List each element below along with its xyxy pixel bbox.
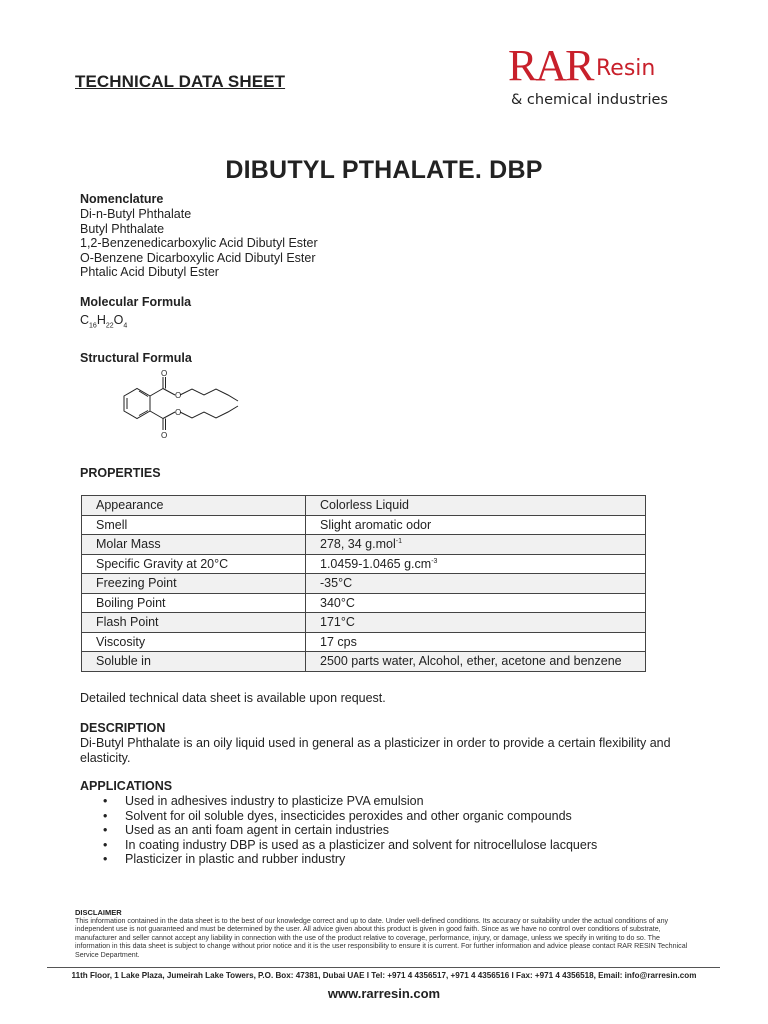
molecular-formula: $C_{16}H_{22}O_4$ [80, 313, 128, 330]
page-title: DIBUTYL PTHALATE. DBP [225, 156, 543, 184]
logo-rar-text: RAR [508, 41, 593, 90]
nomenclature-item: Butyl Phthalate [80, 221, 165, 236]
document-type-heading: TECHNICAL DATA SHEET [75, 72, 286, 91]
property-name: Specific Gravity at 20°C [82, 554, 306, 574]
property-value: 17 cps [306, 632, 646, 652]
bullet-icon: • [103, 837, 108, 852]
table-row [82, 515, 646, 535]
nomenclature-item: Phtalic Acid Dibutyl Ester [80, 265, 219, 280]
property-name: Appearance [82, 496, 306, 516]
list-item: • In coating industry DBP is used as a plasticizer and solvent for nitrocellulose lacquers [103, 837, 598, 852]
property-value: -35°C [306, 574, 646, 594]
nomenclature-label: Nomenclature [80, 192, 164, 206]
applications-label: APPLICATIONS [80, 779, 173, 793]
nomenclature-item: 1,2-Benzenedicarboxylic Acid Dibutyl Ester [80, 236, 318, 251]
bullet-icon: • [103, 794, 108, 808]
list-item: • Used in adhesives industry to plasticize PVA emulsion [103, 794, 424, 808]
svg-text:O: O [175, 408, 182, 417]
property-value: 2500 parts water, Alcohol, ether, acetone and benzene [306, 652, 646, 672]
list-item: • Used as an anti foam agent in certain industries [103, 823, 390, 837]
logo-resin-text: Resin [596, 56, 656, 81]
property-value: 1.0459-1.0465 $g.cm^{-3}$ [306, 554, 646, 574]
list-item: • Plasticizer in plastic and rubber industry [103, 852, 346, 866]
property-name: Boiling Point [82, 593, 306, 613]
properties-table [81, 495, 646, 672]
bullet-icon: • [103, 852, 108, 866]
disclaimer-text: This information contained in the data sheet is to the best of our knowledge correct and up to date. Under well-defined conditions. Its accuracy or suitability under the actual conditions of any independent use is not guaranteed and must be determined by the user. All advice given about this product is given in good faith. Since as we have no control over conditions of substrate, manufacturer and seller cannot accept any liability in connection with the use of the product relative to coverage, performance, injury, or damage, unless we specify in writing to do so. The information in this data sheet is subject to change without prior notice and it is the user responsibility to ensure it is current. For further information and advice please contact RAR RESIN Technical Service Department. [75, 917, 688, 959]
property-value: 278, 34 g.mol$^{-1}$ [306, 535, 646, 555]
description-text: Di-Butyl Phthalate is an oily liquid used in general as a plasticizer in order to provide a certain flexibility and elasticity. [80, 736, 671, 765]
property-value: Colorless Liquid [306, 496, 646, 516]
property-name: Molar Mass [82, 535, 306, 555]
table-row [82, 632, 646, 652]
property-value: 171°C [306, 613, 646, 633]
property-name: Soluble in [82, 652, 306, 672]
table-row [82, 535, 646, 555]
molecular-formula-label: Molecular Formula [80, 295, 192, 309]
property-name: Freezing Point [82, 574, 306, 594]
structural-formula-label: Structural Formula [80, 351, 192, 365]
property-name: Viscosity [82, 632, 306, 652]
nomenclature-list [80, 207, 318, 280]
properties-label: PROPERTIES [80, 466, 161, 480]
svg-text:O: O [175, 391, 182, 400]
table-row [82, 652, 646, 672]
structural-formula-diagram [120, 370, 250, 445]
company-logo [508, 41, 718, 114]
list-item: • Solvent for oil soluble dyes, insecticides peroxides and other organic compounds [103, 808, 572, 823]
footer-address: 11th Floor, 1 Lake Plaza, Jumeirah Lake Towers, P.O. Box: 47381, Dubai UAE I Tel: +971 4 4356517, +971 4 4356516 I Fax: +971 4 4356518, Email: info@rarresin.com [71, 971, 697, 980]
table-row [82, 554, 646, 574]
svg-text:O: O [161, 370, 168, 378]
detail-note: Detailed technical data sheet is available upon request. [80, 691, 386, 705]
property-value: 340°C [306, 593, 646, 613]
footer-divider [47, 967, 720, 968]
description-label: DESCRIPTION [80, 721, 166, 735]
property-value: Slight aromatic odor [306, 515, 646, 535]
property-name: Smell [82, 515, 306, 535]
nomenclature-item: O-Benzene Dicarboxylic Acid Dibutyl Ester [80, 250, 316, 265]
bullet-icon: • [103, 808, 108, 823]
table-row [82, 496, 646, 516]
logo-subtitle: & chemical industries [511, 92, 668, 108]
nomenclature-item: Di-n-Butyl Phthalate [80, 207, 192, 221]
disclaimer-label: DISCLAIMER [75, 908, 122, 917]
table-row [82, 613, 646, 633]
applications-list [80, 794, 597, 867]
svg-text:O: O [161, 431, 168, 440]
table-row [82, 574, 646, 594]
table-row [82, 593, 646, 613]
bullet-icon: • [103, 823, 108, 837]
property-name: Flash Point [82, 613, 306, 633]
footer-website-link[interactable]: www.rarresin.com [327, 986, 441, 1001]
